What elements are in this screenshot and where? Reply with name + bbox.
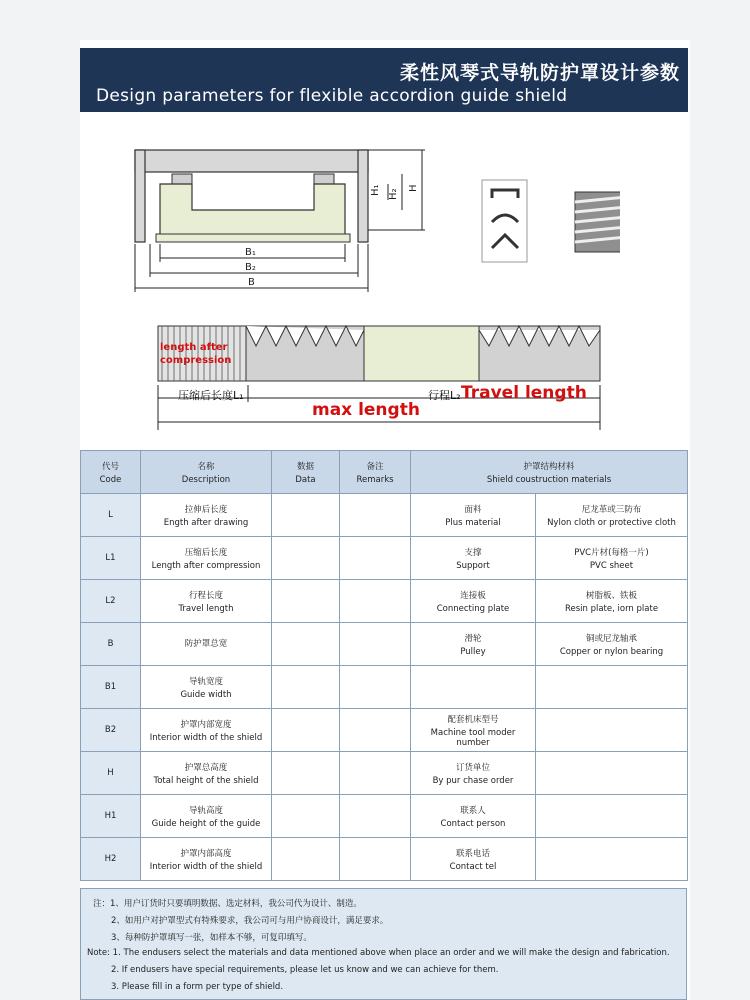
data-cell[interactable] (272, 623, 340, 666)
material-cell: 连接板 Connecting plate (411, 580, 536, 623)
material-value-cell[interactable] (536, 752, 688, 795)
material-cell (411, 666, 536, 709)
code-cell: B (81, 623, 141, 666)
remarks-cell[interactable] (340, 494, 411, 537)
description-cell: 护罩总高度 Total height of the shield (141, 752, 272, 795)
remarks-cell[interactable] (340, 795, 411, 838)
remarks-cell[interactable] (340, 580, 411, 623)
material-cell: 联系人 Contact person (411, 795, 536, 838)
label-l1: 压缩后长度L₁ (178, 389, 244, 402)
note-cn-3: 3、每种防护罩填写一张，如样本不够，可复印填写。 (111, 933, 312, 943)
table-row (81, 623, 688, 666)
remarks-cell[interactable] (340, 537, 411, 580)
table-row (81, 494, 688, 537)
note-cn-2: 2、如用户对护罩型式有特殊要求，我公司可与用户协商设计，满足要求。 (111, 916, 389, 926)
description-cell: 护罩内部宽度 Interior width of the shield (141, 709, 272, 752)
table-row (81, 666, 688, 709)
material-value-cell[interactable] (536, 709, 688, 752)
table-row (81, 838, 688, 881)
dim-h2: H₂ (388, 188, 399, 200)
material-cell: 联系电话 Contact tel (411, 838, 536, 881)
code-cell: B2 (81, 709, 141, 752)
data-cell[interactable] (272, 494, 340, 537)
description-cell: 导轨高度 Guide height of the guide (141, 795, 272, 838)
material-value-cell: 树脂板、铁板 Resin plate, iorn plate (536, 580, 688, 623)
data-cell[interactable] (272, 666, 340, 709)
header-code: 代号 Code (81, 451, 141, 494)
code-cell: H (81, 752, 141, 795)
note-en-1: Note: 1. The endusers select the materials and data mentioned above when place an order and we will make the design and fabrication. (87, 948, 670, 958)
code-cell: B1 (81, 666, 141, 709)
description-cell: 拉伸后长度 Ength after drawing (141, 494, 272, 537)
remarks-cell[interactable] (340, 752, 411, 795)
material-value-cell: PVC片材(每格一片) PVC sheet (536, 537, 688, 580)
material-cell: 订货单位 By pur chase order (411, 752, 536, 795)
note-en-2: 2. If endusers have special requirements, please let us know and we can achieve for them. (111, 965, 499, 975)
material-cell: 滑轮 Pulley (411, 623, 536, 666)
description-cell: 导轨宽度 Guide width (141, 666, 272, 709)
material-value-cell[interactable] (536, 795, 688, 838)
table-row (81, 795, 688, 838)
overlay-max-length: max length (312, 400, 420, 420)
title-english: Design parameters for flexible accordion guide shield (96, 86, 568, 106)
data-cell[interactable] (272, 838, 340, 881)
table-row (81, 752, 688, 795)
material-value-cell: 尼龙革或三防布 Nylon cloth or protective cloth (536, 494, 688, 537)
code-cell: L1 (81, 537, 141, 580)
dim-h: H (408, 184, 419, 192)
code-cell: L (81, 494, 141, 537)
header-description: 名称 Description (141, 451, 272, 494)
material-cell: 支撑 Support (411, 537, 536, 580)
notes-box (80, 888, 687, 1000)
description-cell: 护罩内部高度 Interior width of the shield (141, 838, 272, 881)
material-cell: 配套机床型号 Machine tool moder number (411, 709, 536, 752)
data-cell[interactable] (272, 580, 340, 623)
dim-b: B (248, 277, 255, 288)
label-l2: 行程L₂ (428, 389, 461, 402)
bellows-texture-icon (575, 192, 620, 252)
title-chinese: 柔性风琴式导轨防护罩设计参数 (399, 62, 680, 84)
dim-h1: H₁ (370, 184, 381, 196)
profile-shapes-icon (482, 180, 527, 262)
data-cell[interactable] (272, 795, 340, 838)
header-data: 数据 Data (272, 451, 340, 494)
description-cell: 防护罩总宽 (141, 623, 272, 666)
data-cell[interactable] (272, 752, 340, 795)
description-cell: 压缩后长度 Length after compression (141, 537, 272, 580)
remarks-cell[interactable] (340, 623, 411, 666)
note-cn-1: 注：1、用户订货时只要填明数据、选定材料，我公司代为设计、制造。 (93, 899, 362, 909)
note-en-3: 3. Please fill in a form per type of shield. (111, 982, 284, 992)
header-remarks: 备注 Remarks (340, 451, 411, 494)
overlay-travel-length: Travel length (461, 383, 587, 403)
data-cell[interactable] (272, 709, 340, 752)
table-row (81, 537, 688, 580)
material-value-cell: 铜或尼龙轴承 Copper or nylon bearing (536, 623, 688, 666)
data-cell[interactable] (272, 537, 340, 580)
parameters-table (80, 450, 688, 881)
code-cell: H1 (81, 795, 141, 838)
description-cell: 行程长度 Travel length (141, 580, 272, 623)
table-row (81, 580, 688, 623)
table-header-row (81, 451, 688, 494)
material-value-cell[interactable] (536, 838, 688, 881)
cross-section-drawing (135, 150, 425, 292)
code-cell: L2 (81, 580, 141, 623)
material-value-cell (536, 666, 688, 709)
material-cell: 面料 Plus material (411, 494, 536, 537)
remarks-cell[interactable] (340, 666, 411, 709)
overlay-compression-label: length after compression (160, 342, 232, 366)
code-cell: H2 (81, 838, 141, 881)
dim-b2: B₂ (245, 262, 256, 273)
dim-b1: B₁ (245, 247, 256, 258)
remarks-cell[interactable] (340, 838, 411, 881)
remarks-cell[interactable] (340, 709, 411, 752)
table-row (81, 709, 688, 752)
header-materials: 护罩结构材料 Shield coustruction materials (411, 451, 688, 494)
